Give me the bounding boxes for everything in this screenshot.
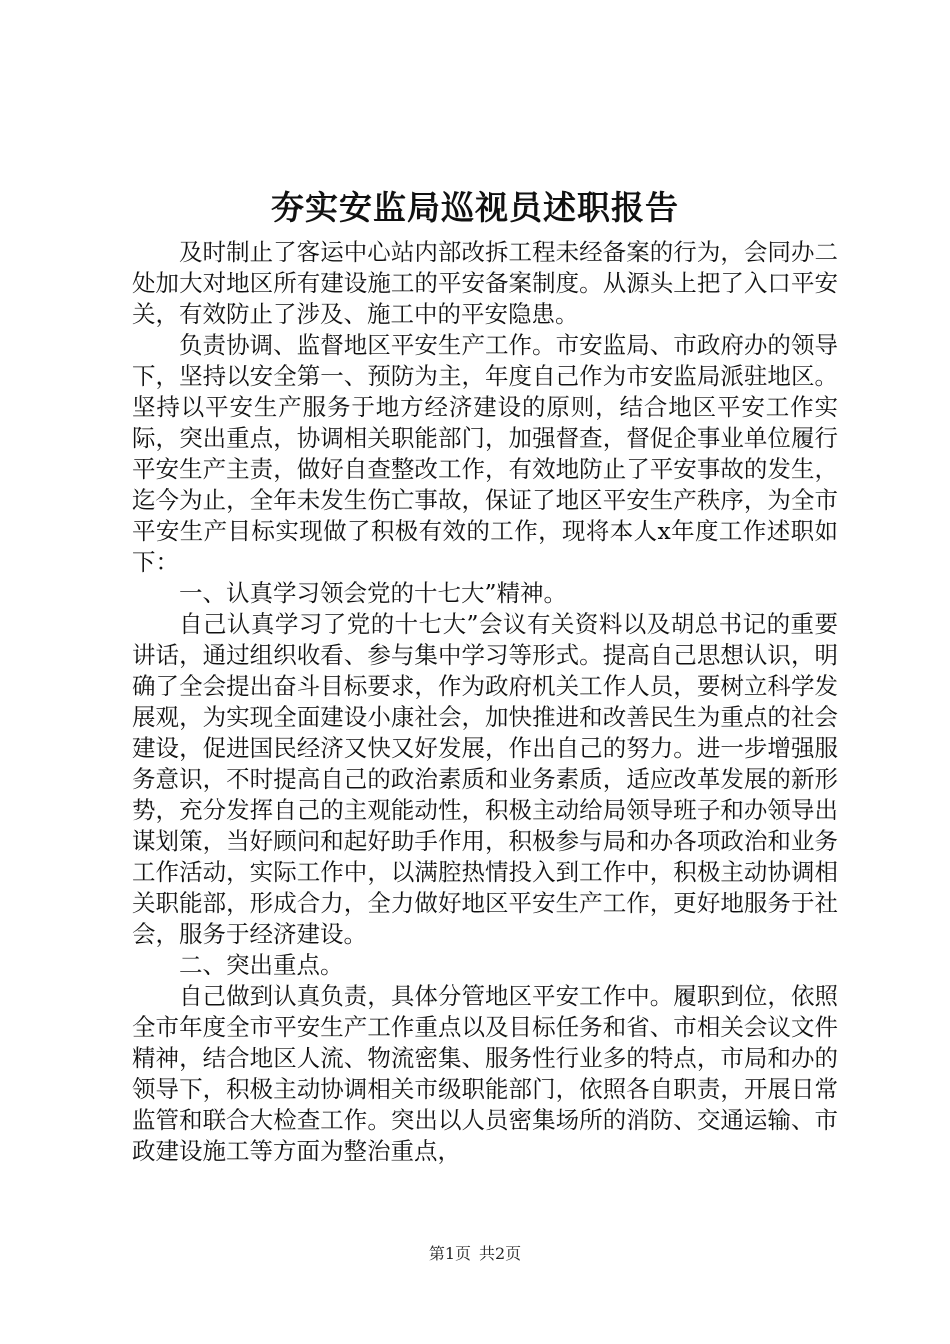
paragraph: 自己认真学习了党的十七大”会议有关资料以及胡总书记的重要讲话，通过组织收看、参与集中学习等形式。提高自己思想认识，明确了全会提出奋斗目标要求，作为政府机关工作人员，要树立科学发展观，为实现全面建设小康社会，加快推进和改善民生为重点的社会建设，促进国民经济又快又好发展，作出自己的努力。进一步增强服务意识，不时提高自己的政治素质和业务素质，适应改革发展的新形势，充分发挥自己的主观能动性，积极主动给局领导班子和办领导出谋划策，当好顾问和起好助手作用，积极参与局和办各项政治和业务工作活动，实际工作中，以满腔热情投入到工作中，积极主动协调相关职能部，形成合力，全力做好地区平安生产工作，更好地服务于社会，服务于经济建设。 (132, 610, 838, 948)
paragraph: 负责协调、监督地区平安生产工作。市安监局、市政府办的领导下，坚持以安全第一、预防为主，年度自己作为市安监局派驻地区。坚持以平安生产服务于地方经济建设的原则，结合地区平安工作实际，突出重点，协调相关职能部门，加强督查，督促企事业单位履行平安生产主责，做好自查整改工作，有效地防止了平安事故的发生，迄今为止，全年未发生伤亡事故，保证了地区平安生产秩序，为全市平安生产目标实现做了积极有效的工作，现将本人x年度工作述职如下： (132, 331, 838, 576)
paragraph: 及时制止了客运中心站内部改拆工程未经备案的行为，会同办二处加大对地区所有建设施工的平安备案制度。从源头上把了入口平安关，有效防止了涉及、施工中的平安隐患。 (132, 238, 838, 328)
page-number: 第1页 (428, 1244, 471, 1263)
document-title: 夯实安监局巡视员述职报告 (271, 188, 679, 227)
section-heading: 一、认真学习领会党的十七大”精神。 (179, 579, 568, 607)
page-total: 共2页 (479, 1244, 522, 1263)
section-heading: 二、突出重点。 (179, 951, 344, 979)
paragraph: 自己做到认真负责，具体分管地区平安工作中。履职到位，依照全市年度全市平安生产工作重点以及目标任务和省、市相关会议文件精神，结合地区人流、物流密集、服务性行业多的特点，市局和办的领导下，积极主动协调相关市级职能部门，依照各自职责，开展日常监管和联合大检查工作。突出以人员密集场所的消防、交通运输、市政建设施工等方面为整治重点， (132, 982, 838, 1165)
page-footer (0, 1243, 950, 1265)
document-body (132, 237, 838, 1167)
